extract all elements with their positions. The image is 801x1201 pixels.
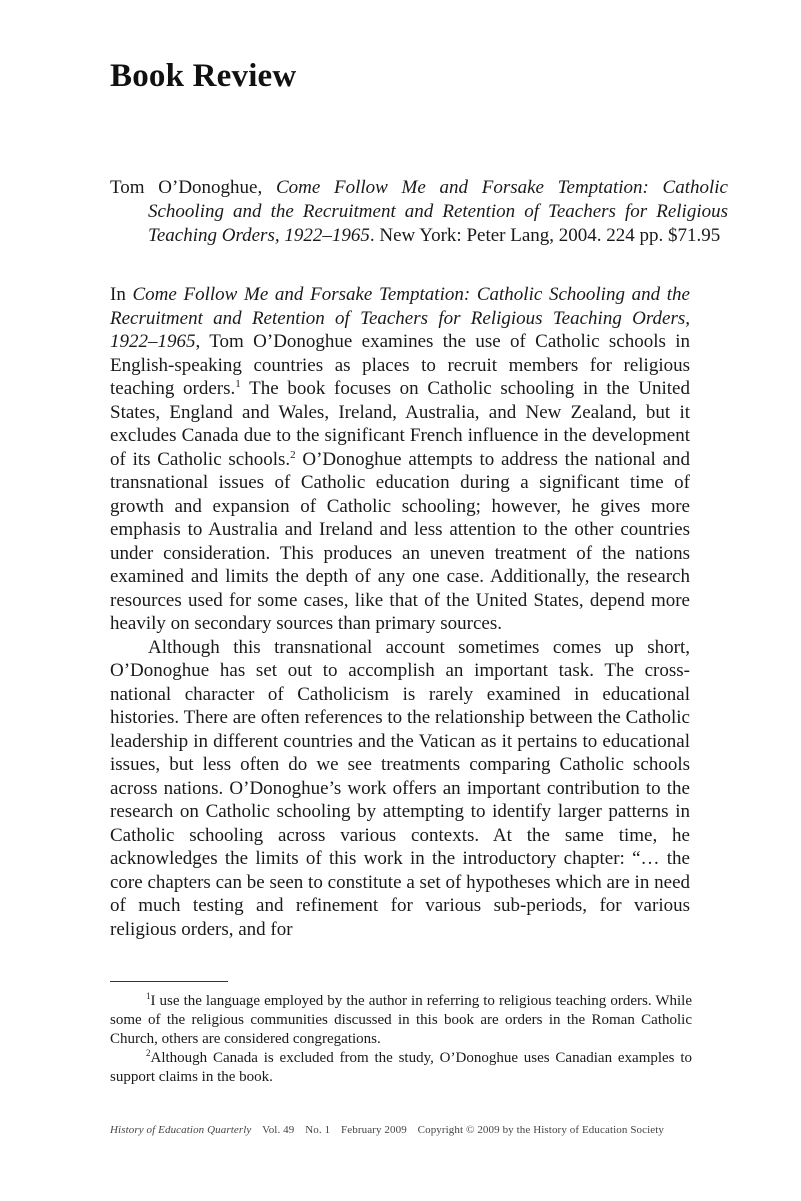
review-paragraph-2: Although this transnational account sometimes comes up short, O’Donoghue has set out to accomplish an important task. The cross-national character of Catholicism is rarely examined in educational histories. There are often references to the relationship between the Catholic leadership in different countries and the Vatican as it pertains to educational issues, but less often do we see treatments comparing Catholic schools across nations. O’Donoghue’s work offers an important contribution to the research on Catholic schooling by attempting to identify larger patterns in Catholic schooling across various contexts. At the same time, he acknowledges the limits of this work in the introductory chapter: “… the core chapters can be seen to constitute a set of hypotheses which are in need of much testing and refinement for various sub-periods, for various religious orders, and for [110,636,690,940]
footnote-text-2: Although Canada is excluded from the study, O’Donoghue uses Canadian examples to support claims in the book. [110,1050,692,1085]
footnote-text-1: I use the language employed by the author in referring to religious teaching orders. While some of the religious communities discussed in this book are orders in the Roman Catholic Church, others are considered congregations. [110,993,692,1047]
journal-name: History of Education Quarterly [110,1124,252,1136]
journal-number: No. 1 [305,1124,331,1136]
section-title: Book Review [110,58,297,94]
journal-date: February 2009 [341,1124,407,1136]
footnote-1 [110,992,692,1049]
p1-text-b: The book focuses on Catholic schooling in the United States, England and Wales, Ireland, Australia, and New Zealand, but it excludes Canada due to the significant French influence in the development of its Catholic schools. [110,378,690,470]
book-citation [110,176,728,248]
review-body [110,283,690,941]
p1-text-c: O’Donoghue attempts to address the national and transnational issues of Catholic education during a significant time of growth and expansion of Catholic schooling; however, he gives more emphasis to Australia and Ireland and less attention to the other countries under consideration. This produces an uneven treatment of the nations examined and limits the depth of any one case. Additionally, the research resources used for some cases, like that of the United States, depend more heavily on secondary sources than primary sources. [110,448,691,634]
footnotes [110,992,692,1087]
footnote-mark-2: 2 [146,1048,151,1058]
footnote-2 [110,1049,692,1087]
footnote-ref-1: 1 [235,378,241,390]
p1-book-title: Come Follow Me and Forsake Temptation: Catholic Schooling and the Recruitment and Retention of Teachers for Religious Teaching Orders, 1922–1965 [110,284,690,352]
footnote-divider [110,981,228,982]
journal-copyright: Copyright © 2009 by the History of Education Society [417,1124,665,1136]
journal-footer [110,1124,710,1136]
citation-book-title: Come Follow Me and Forsake Temptation: Catholic Schooling and the Recruitment and Retention of Teachers for Religious Teaching Orders, 1922–1965 [148,177,728,246]
footnote-ref-2: 2 [290,448,296,461]
citation-publisher: . New York: Peter Lang, 2004. 224 pp. $71.95 [369,225,721,246]
footnote-mark-1: 1 [146,991,151,1001]
review-paragraph-1 [110,283,690,636]
p1-text-a: , Tom O’Donoghue examines the use of Catholic schools in English-speaking countries as places to recruit members for religious teaching orders. [110,331,690,399]
journal-volume: Vol. 49 [262,1124,295,1136]
citation-author: Tom O’Donoghue, [110,177,276,198]
p1-lead: In [110,284,133,305]
